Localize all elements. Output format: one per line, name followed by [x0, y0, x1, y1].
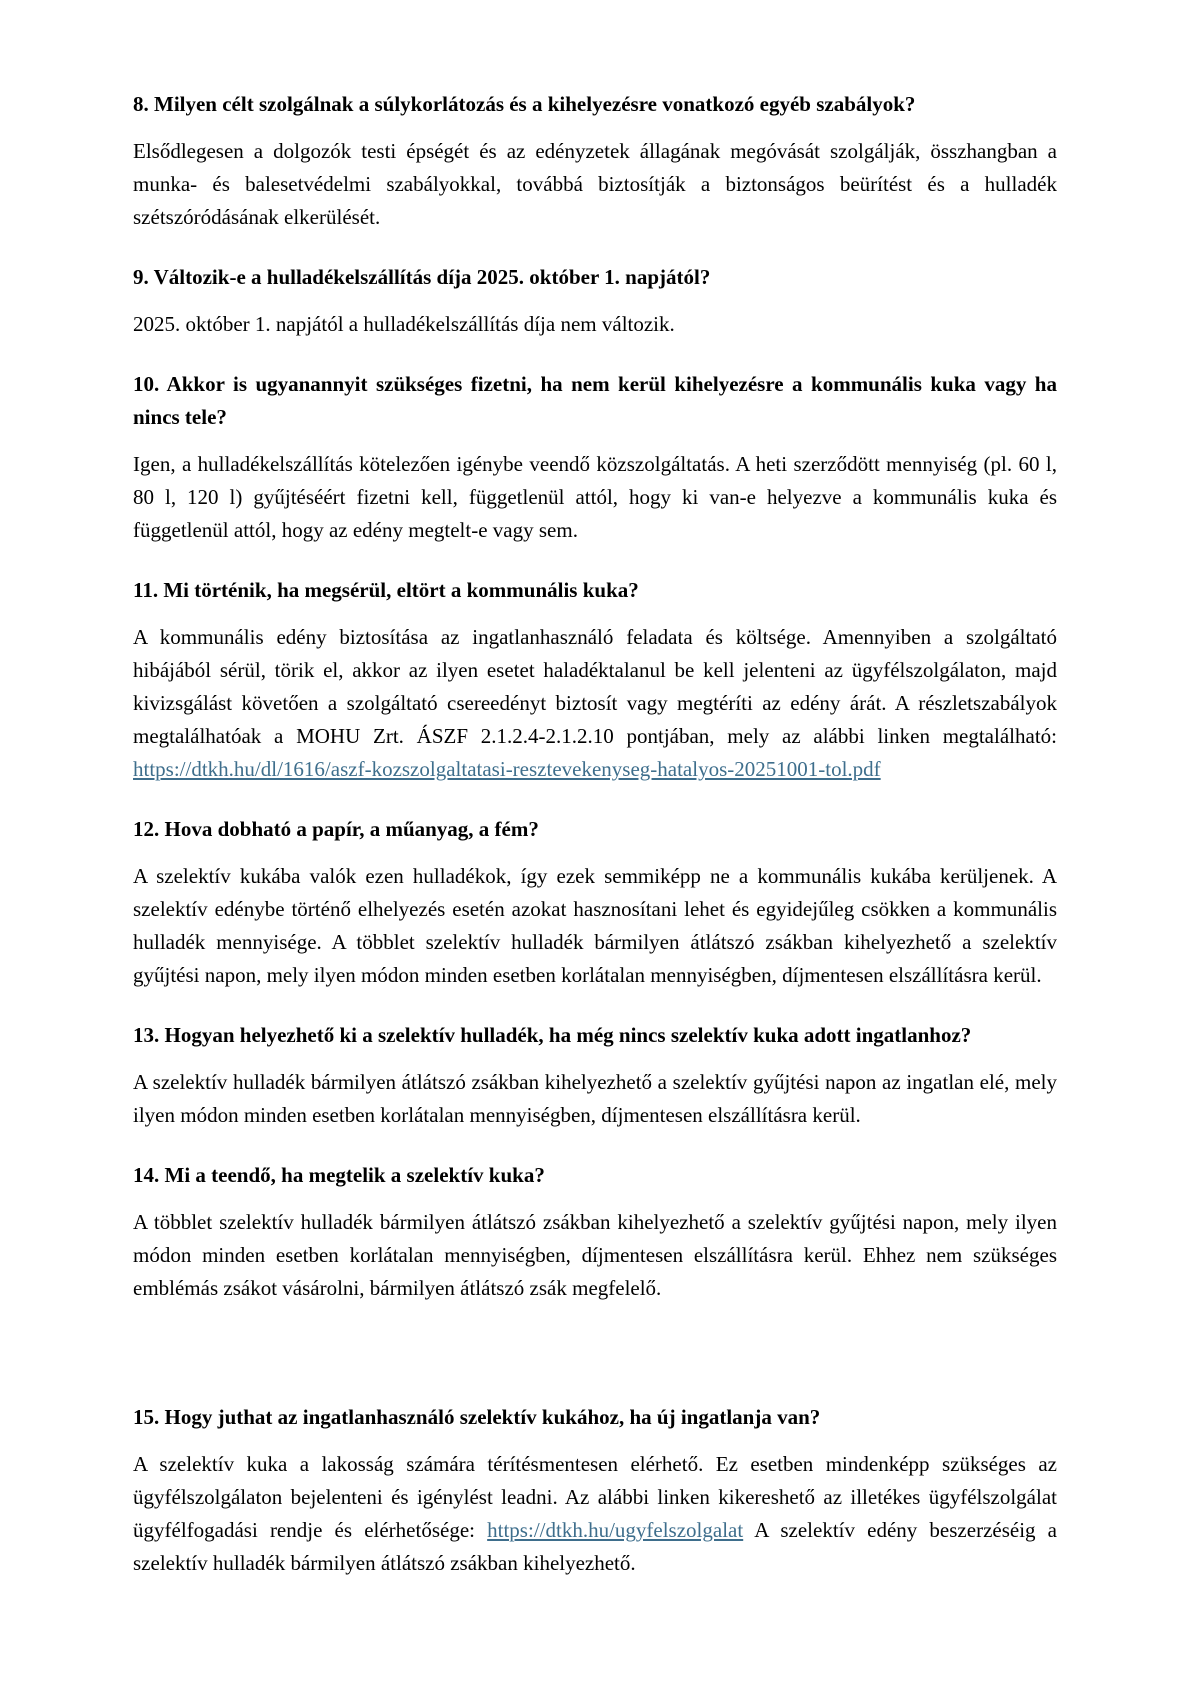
faq-item-9 — [133, 261, 1057, 341]
faq-answer-12: A szelektív kukába valók ezen hulladékok, így ezek semmiképp ne a kommunális kukába kerüljenek. A szelektív edénybe történő elhelyezés esetén azokat hasznosítani lehet és egyidejűleg csökken a kommunális hulladék mennyisége. A többlet szelektív hulladék bármilyen átlátszó zsákban kihelyezhető a szelektív gyűjtési napon, mely ilyen módon minden esetben korlátalan mennyiségben, díjmentesen elszállításra kerül. — [133, 864, 1057, 987]
faq-question-14: 14. Mi a teendő, ha megtelik a szelektív kuka? — [133, 1163, 545, 1187]
faq-answer-11 — [133, 621, 1057, 786]
ugyfelszolgalat-link[interactable]: https://dtkh.hu/ugyfelszolgalat — [487, 1518, 744, 1542]
faq-answer-15-after: A szelektív edény beszerzéséig a szelektív hulladék bármilyen átlátszó zsákban kihelyezhető. — [133, 1518, 1058, 1575]
faq-item-10 — [133, 368, 1057, 547]
faq-item-8 — [133, 88, 1057, 234]
faq-item-11 — [133, 574, 1057, 786]
faq-answer-11-text: A kommunális edény biztosítása az ingatlanhasználó feladata és költsége. Amennyiben a szolgáltató hibájából sérül, törik el, akkor az ilyen esetet haladéktalanul be kell jelenteni az ügyfélszolgálaton, majd kivizsgálást követően a szolgáltató csereedényt biztosít vagy megtéríti az edény árát. A részletszabályok megtalálhatóak a MOHU Zrt. ÁSZF 2.1.2.4-2.1.2.10 pontjában, mely az alábbi linken megtalálható: — [133, 625, 1057, 748]
faq-answer-8: Elsődlegesen a dolgozók testi épségét és az edényzetek állagának megóvását szolgálják, összhangban a munka- és balesetvédelmi szabályokkal, továbbá biztosítják a biztonságos beürítést és a hulladék szétszóródásának elkerülését. — [133, 139, 1057, 229]
faq-item-14 — [133, 1159, 1057, 1305]
faq-answer-15 — [133, 1448, 1057, 1580]
faq-item-13 — [133, 1019, 1057, 1132]
faq-question-10: 10. Akkor is ugyanannyit szükséges fizetni, ha nem kerül kihelyezésre a kommunális kuka vagy ha nincs tele? — [133, 372, 1057, 429]
faq-question-11: 11. Mi történik, ha megsérül, eltört a kommunális kuka? — [133, 578, 639, 602]
faq-question-13: 13. Hogyan helyezhető ki a szelektív hulladék, ha még nincs szelektív kuka adott ingatlanhoz? — [133, 1023, 972, 1047]
faq-answer-15-text: A szelektív kuka a lakosság számára térítésmentesen elérhető. Ez esetben mindenképp szükséges az ügyfélszolgálaton bejelenteni és igénylést leadni. Az alábbi linken kikereshető az illetékes ügyfélszolgálat ügyfélfogadási rendje és elérhetősége: — [133, 1452, 1057, 1542]
aszf-pdf-link[interactable]: https://dtkh.hu/dl/1616/aszf-kozszolgaltatasi-resztevekenyseg-hatalyos-20251001-tol.pdf — [133, 757, 881, 781]
faq-item-15 — [133, 1401, 1057, 1580]
faq-question-12: 12. Hova dobható a papír, a műanyag, a fém? — [133, 817, 539, 841]
faq-answer-14: A többlet szelektív hulladék bármilyen átlátszó zsákban kihelyezhető a szelektív gyűjtési napon, mely ilyen módon minden esetben korlátalan mennyiségben, díjmentesen elszállításra kerül. Ehhez nem szükséges emblémás zsákot vásárolni, bármilyen átlátszó zsák megfelelő. — [133, 1210, 1057, 1300]
faq-answer-13: A szelektív hulladék bármilyen átlátszó zsákban kihelyezhető a szelektív gyűjtési napon az ingatlan elé, mely ilyen módon minden esetben korlátalan mennyiségben, díjmentesen elszállításra kerül. — [133, 1070, 1057, 1127]
faq-question-9: 9. Változik-e a hulladékelszállítás díja 2025. október 1. napjától? — [133, 265, 711, 289]
faq-answer-10: Igen, a hulladékelszállítás kötelezően igénybe veendő közszolgáltatás. A heti szerződött mennyiség (pl. 60 l, 80 l, 120 l) gyűjtéséért fizetni kell, függetlenül attól, hogy ki van-e helyezve a kommunális kuka és függetlenül attól, hogy az edény megtelt-e vagy sem. — [133, 452, 1057, 542]
faq-item-12 — [133, 813, 1057, 992]
faq-question-8: 8. Milyen célt szolgálnak a súlykorlátozás és a kihelyezésre vonatkozó egyéb szabályok? — [133, 92, 916, 116]
faq-answer-9: 2025. október 1. napjától a hulladékelszállítás díja nem változik. — [133, 312, 675, 336]
faq-question-15: 15. Hogy juthat az ingatlanhasználó szelektív kukához, ha új ingatlanja van? — [133, 1405, 821, 1429]
